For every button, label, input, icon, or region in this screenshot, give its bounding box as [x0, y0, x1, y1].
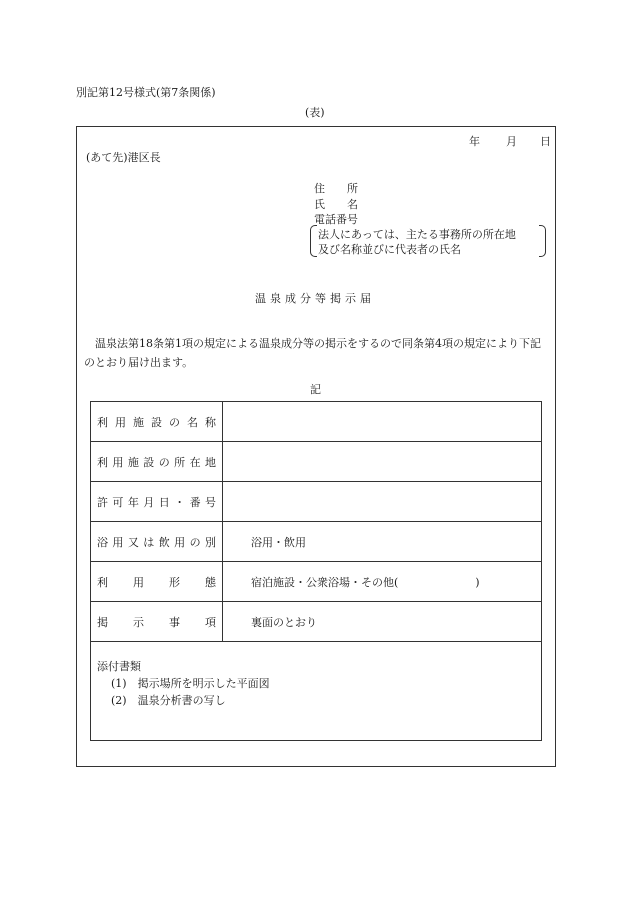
ki-label: 記 [310, 383, 321, 396]
permit-date-number-label: 許可年月日・番号 [91, 482, 223, 522]
posting-items-label: 掲示事項 [91, 602, 223, 642]
table-row [91, 522, 542, 562]
table-row [91, 402, 542, 442]
attachment-item: (1) 掲示場所を明示した平面図 [111, 677, 270, 690]
form-reference: 別記第12号様式(第7条関係) [76, 86, 216, 99]
date-day-label: 日 [540, 135, 551, 148]
permit-date-number-value[interactable] [223, 482, 542, 522]
facility-location-label: 利用施設の所在地 [91, 442, 223, 482]
table-row [91, 562, 542, 602]
table-row [91, 602, 542, 642]
body-text: 温泉法第18条第1項の規定による温泉成分等の掲示をするので同条第4項の規定により下記のとおり届け出ます。 [84, 337, 541, 369]
date-month-label: 月 [506, 135, 517, 148]
details-table [90, 401, 542, 741]
facility-name-label: 利用施設の名称 [91, 402, 223, 442]
date-year-label: 年 [469, 135, 480, 148]
address-label: 住 所 [314, 182, 358, 195]
posting-items-value: 裏面のとおり [223, 602, 542, 642]
attachment-item: (2) 温泉分析書の写し [111, 694, 226, 707]
corporate-note-line1: 法人にあっては、主たる事務所の所在地 [318, 228, 516, 241]
name-label: 氏 名 [314, 198, 358, 211]
table-row [91, 482, 542, 522]
facility-name-value[interactable] [223, 402, 542, 442]
usage-form-label: 利用形態 [91, 562, 223, 602]
usage-type-label: 浴用又は飲用の別 [91, 522, 223, 562]
phone-label: 電話番号 [314, 213, 358, 226]
table-row [91, 642, 542, 741]
usage-type-value[interactable]: 浴用・飲用 [223, 522, 542, 562]
table-row [91, 442, 542, 482]
corporate-note-line2: 及び名称並びに代表者の氏名 [318, 243, 461, 256]
facility-location-value[interactable] [223, 442, 542, 482]
addressee: (あて先)港区長 [86, 151, 161, 164]
usage-form-value[interactable]: 宿泊施設・公衆浴場・その他( ) [223, 562, 542, 602]
attachments-cell [91, 642, 542, 741]
form-title: 温泉成分等掲示届 [255, 292, 375, 305]
form-side-label: (表) [305, 106, 325, 119]
attachments-title: 添付書類 [97, 660, 141, 673]
